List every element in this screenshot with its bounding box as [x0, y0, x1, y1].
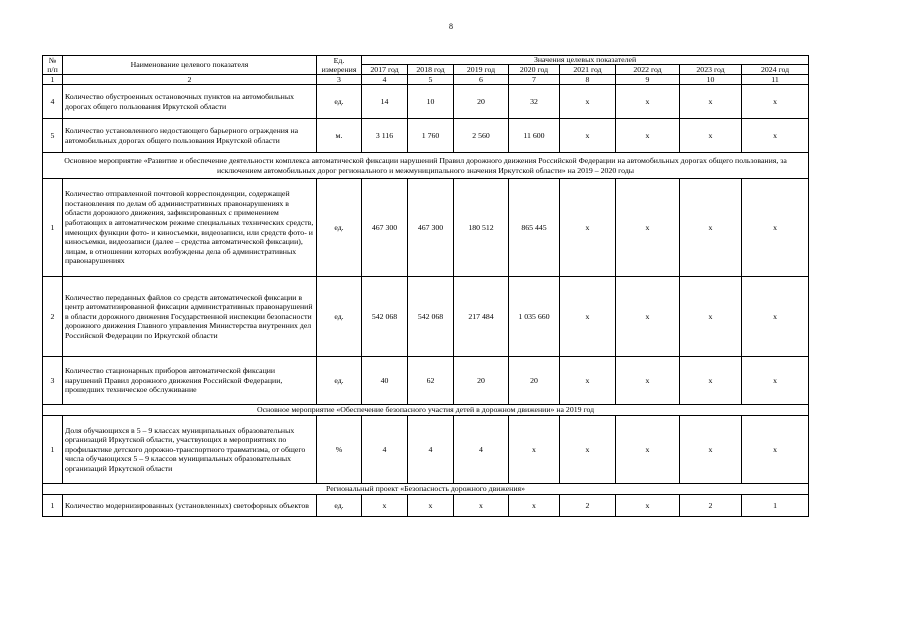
indicator-name: Количество модернизированных (установленных) светофорных объектов: [63, 495, 317, 517]
value-cell: 20: [454, 85, 509, 119]
column-number: 1: [43, 75, 63, 85]
value-cell: 3 116: [362, 119, 408, 153]
indicator-name: Доля обучающихся в 5 – 9 классах муниципальных образовательных организаций Иркутской области, участвующих в мероприятиях по профилактике детского дорожно-транспортного травматизма, от общего числа обучающихся 5 – 9 классов муниципальных образовательных организаций Иркутской области: [63, 416, 317, 484]
value-cell: 542 068: [362, 277, 408, 357]
section-title: Основное мероприятие «Развитие и обеспечение деятельности комплекса автоматической фиксации нарушений Правил дорожного движения Российской Федерации на автомобильных дорогах общего пользования, за исключением автомобильных дорог регионального и межмуниципального значения Иркутской области» на 2019 – 2020 годы: [43, 153, 809, 179]
unit-cell: ед.: [317, 357, 362, 405]
header-name: Наименование целевого показателя: [63, 56, 317, 75]
indicator-name: Количество обустроенных остановочных пунктов на автомобильных дорогах общего пользования Иркутской области: [63, 85, 317, 119]
column-number: 7: [509, 75, 560, 85]
row-number: 5: [43, 119, 63, 153]
value-cell: х: [680, 357, 742, 405]
table-body: [43, 56, 809, 517]
header-year: 2024 год: [742, 65, 809, 75]
value-cell: 20: [509, 357, 560, 405]
value-cell: 4: [454, 416, 509, 484]
value-cell: 217 484: [454, 277, 509, 357]
header-num: № п/п: [43, 56, 63, 75]
table-row: [43, 119, 809, 153]
row-number: 2: [43, 277, 63, 357]
value-cell: 865 445: [509, 179, 560, 277]
header-year: 2019 год: [454, 65, 509, 75]
value-cell: х: [680, 277, 742, 357]
value-cell: х: [509, 495, 560, 517]
table-row: [43, 416, 809, 484]
value-cell: х: [616, 85, 680, 119]
unit-cell: ед.: [317, 495, 362, 517]
section-title: Региональный проект «Безопасность дорожного движения»: [43, 484, 809, 495]
value-cell: х: [742, 119, 809, 153]
value-cell: 4: [408, 416, 454, 484]
value-cell: 467 300: [362, 179, 408, 277]
value-cell: 32: [509, 85, 560, 119]
value-cell: х: [680, 416, 742, 484]
header-year: 2023 год: [680, 65, 742, 75]
column-number: 9: [616, 75, 680, 85]
value-cell: х: [509, 416, 560, 484]
value-cell: х: [742, 357, 809, 405]
column-number: 4: [362, 75, 408, 85]
value-cell: х: [454, 495, 509, 517]
value-cell: х: [362, 495, 408, 517]
header-row-top: [43, 56, 809, 65]
value-cell: 62: [408, 357, 454, 405]
value-cell: 1: [742, 495, 809, 517]
value-cell: х: [742, 416, 809, 484]
column-number: 8: [560, 75, 616, 85]
value-cell: 542 068: [408, 277, 454, 357]
value-cell: 40: [362, 357, 408, 405]
indicator-name: Количество установленного недостающего барьерного ограждения на автомобильных дорогах общего пользования Иркутской области: [63, 119, 317, 153]
target-indicators-table: [42, 55, 809, 517]
indicator-name: Количество переданных файлов со средств автоматической фиксации в центр автоматизированной фиксации административных правонарушений в области дорожного движения Государственной инспекции безопасности дорожного движения Главного управления Министерства внутренних дел Российской Федерации по Иркутской области: [63, 277, 317, 357]
column-number: 10: [680, 75, 742, 85]
value-cell: 10: [408, 85, 454, 119]
unit-cell: ед.: [317, 179, 362, 277]
column-number: 5: [408, 75, 454, 85]
value-cell: х: [408, 495, 454, 517]
value-cell: х: [742, 277, 809, 357]
row-number: 1: [43, 179, 63, 277]
value-cell: х: [616, 495, 680, 517]
header-year: 2017 год: [362, 65, 408, 75]
value-cell: х: [616, 357, 680, 405]
page-number: 8: [449, 22, 453, 31]
value-cell: 14: [362, 85, 408, 119]
value-cell: 11 600: [509, 119, 560, 153]
row-number: 3: [43, 357, 63, 405]
table-row: [43, 277, 809, 357]
row-number: 1: [43, 416, 63, 484]
value-cell: х: [680, 179, 742, 277]
value-cell: 1 760: [408, 119, 454, 153]
header-values-group: Значения целевых показателей: [362, 56, 809, 65]
value-cell: х: [742, 85, 809, 119]
value-cell: х: [560, 416, 616, 484]
value-cell: 2 560: [454, 119, 509, 153]
value-cell: 4: [362, 416, 408, 484]
section-row: [43, 153, 809, 179]
value-cell: 2: [680, 495, 742, 517]
value-cell: 20: [454, 357, 509, 405]
section-row: [43, 405, 809, 416]
column-number: 3: [317, 75, 362, 85]
value-cell: х: [616, 416, 680, 484]
unit-cell: м.: [317, 119, 362, 153]
value-cell: 1 035 660: [509, 277, 560, 357]
header-year: 2022 год: [616, 65, 680, 75]
value-cell: 2: [560, 495, 616, 517]
indicator-name: Количество стационарных приборов автоматической фиксации нарушений Правил дорожного движения Российской Федерации, прошедших техническое обслуживание: [63, 357, 317, 405]
value-cell: х: [560, 179, 616, 277]
table-row: [43, 357, 809, 405]
value-cell: х: [616, 179, 680, 277]
indicator-name: Количество отправленной почтовой корреспонденции, содержащей постановления по делам об административных правонарушениях в области дорожного движения, зафиксированных с применением работающих в автоматическом режиме специальных технических средств, имеющих функции фото- и киносъемки, видеозаписи, или средств фото- и киносъемки, видеозаписи (далее – средства автоматической фиксации), лицам, в отношении которых возбуждены дела об административных правонарушениях: [63, 179, 317, 277]
header-year: 2020 год: [509, 65, 560, 75]
value-cell: х: [616, 277, 680, 357]
section-title: Основное мероприятие «Обеспечение безопасного участия детей в дорожном движении» на 2019 год: [43, 405, 809, 416]
column-number: 11: [742, 75, 809, 85]
column-number: 2: [63, 75, 317, 85]
header-year: 2018 год: [408, 65, 454, 75]
value-cell: 180 512: [454, 179, 509, 277]
value-cell: х: [680, 85, 742, 119]
value-cell: х: [680, 119, 742, 153]
unit-cell: ед.: [317, 277, 362, 357]
value-cell: х: [560, 85, 616, 119]
column-number: 6: [454, 75, 509, 85]
table-row: [43, 495, 809, 517]
header-year: 2021 год: [560, 65, 616, 75]
table-row: [43, 179, 809, 277]
column-numbers-row: [43, 75, 809, 85]
unit-cell: ед.: [317, 85, 362, 119]
value-cell: х: [560, 277, 616, 357]
row-number: 1: [43, 495, 63, 517]
row-number: 4: [43, 85, 63, 119]
value-cell: х: [616, 119, 680, 153]
header-unit: Ед. измерения: [317, 56, 362, 75]
value-cell: 467 300: [408, 179, 454, 277]
value-cell: х: [560, 119, 616, 153]
unit-cell: %: [317, 416, 362, 484]
section-row: [43, 484, 809, 495]
table-row: [43, 85, 809, 119]
value-cell: х: [560, 357, 616, 405]
value-cell: х: [742, 179, 809, 277]
